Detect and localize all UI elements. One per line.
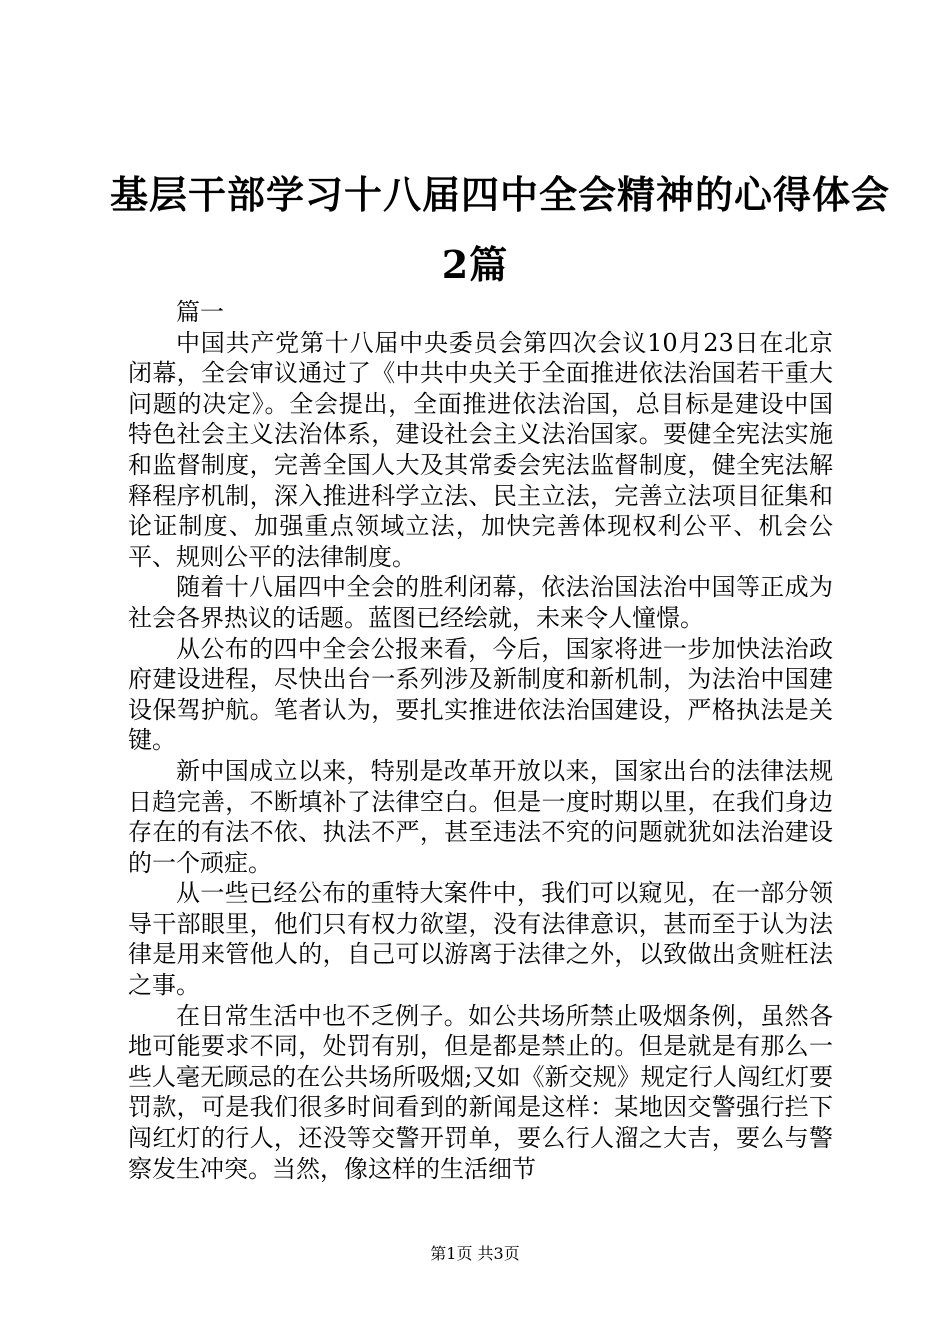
paragraph-1: 中国共产党第十八届中央委员会第四次会议10月23日在北京闭幕，全会审议通过了《中共中央关于全面推进依法治国若干重大问题的决定》。全会提出，全面推进依法治国，总目标是建设中国特色社会主义法治体系，建设社会主义法治国家。要健全宪法实施和监督制度，完善全国人大及其常委会宪法监督制度，健全宪法解释程序机制，深入推进科学立法、民主立法，完善立法项目征集和论证制度、加强重点领域立法，加快完善体现权利公平、机会公平、规则公平的法律制度。: [128, 328, 833, 571]
section-heading: 篇一: [176, 298, 224, 326]
document-title: [110, 160, 891, 300]
paragraph-4: 新中国成立以来，特别是改革开放以来，国家出台的法律法规日趋完善，不断填补了法律空白。但是一度时期以里，在我们身边存在的有法不依、执法不严，甚至违法不究的问题就犹如法治建设的一个顽症。: [128, 756, 833, 877]
title-line-2: 2篇: [441, 242, 509, 287]
paragraph-6: 在日常生活中也不乏例子。如公共场所禁止吸烟条例，虽然各地可能要求不同，处罚有别，但是都是禁止的。但是就是有那么一些人毫无顾忌的在公共场所吸烟;又如《新交规》规定行人闯红灯要罚款，可是我们很多时间看到的新闻是这样：某地因交警强行拦下闯红灯的行人，还没等交警开罚单，要么行人溜之大吉，要么与警察发生冲突。当然，像这样的生活细节: [128, 1001, 833, 1183]
document-body: [128, 297, 833, 1184]
paragraph-3: 从公布的四中全会公报来看，今后，国家将进一步加快法治政府建设进程，尽快出台一系列涉及新制度和新机制，为法治中国建设保驾护航。笔者认为，要扎实推进依法治国建设，严格执法是关键。: [128, 634, 833, 755]
title-line-1: 基层干部学习十八届四中全会精神的心得体会: [110, 172, 891, 217]
paragraph-5: 从一些已经公布的重特大案件中，我们可以窥见，在一部分领导干部眼里，他们只有权力欲望，没有法律意识，甚而至于认为法律是用来管他人的，自己可以游离于法律之外，以致做出贪赃枉法之事。: [128, 879, 833, 1000]
page-number-footer: 第1页 共3页: [430, 1244, 520, 1263]
paragraph-2: 随着十八届四中全会的胜利闭幕，依法治国法治中国等正成为社会各界热议的话题。蓝图已经绘就，未来令人憧憬。: [128, 573, 833, 632]
